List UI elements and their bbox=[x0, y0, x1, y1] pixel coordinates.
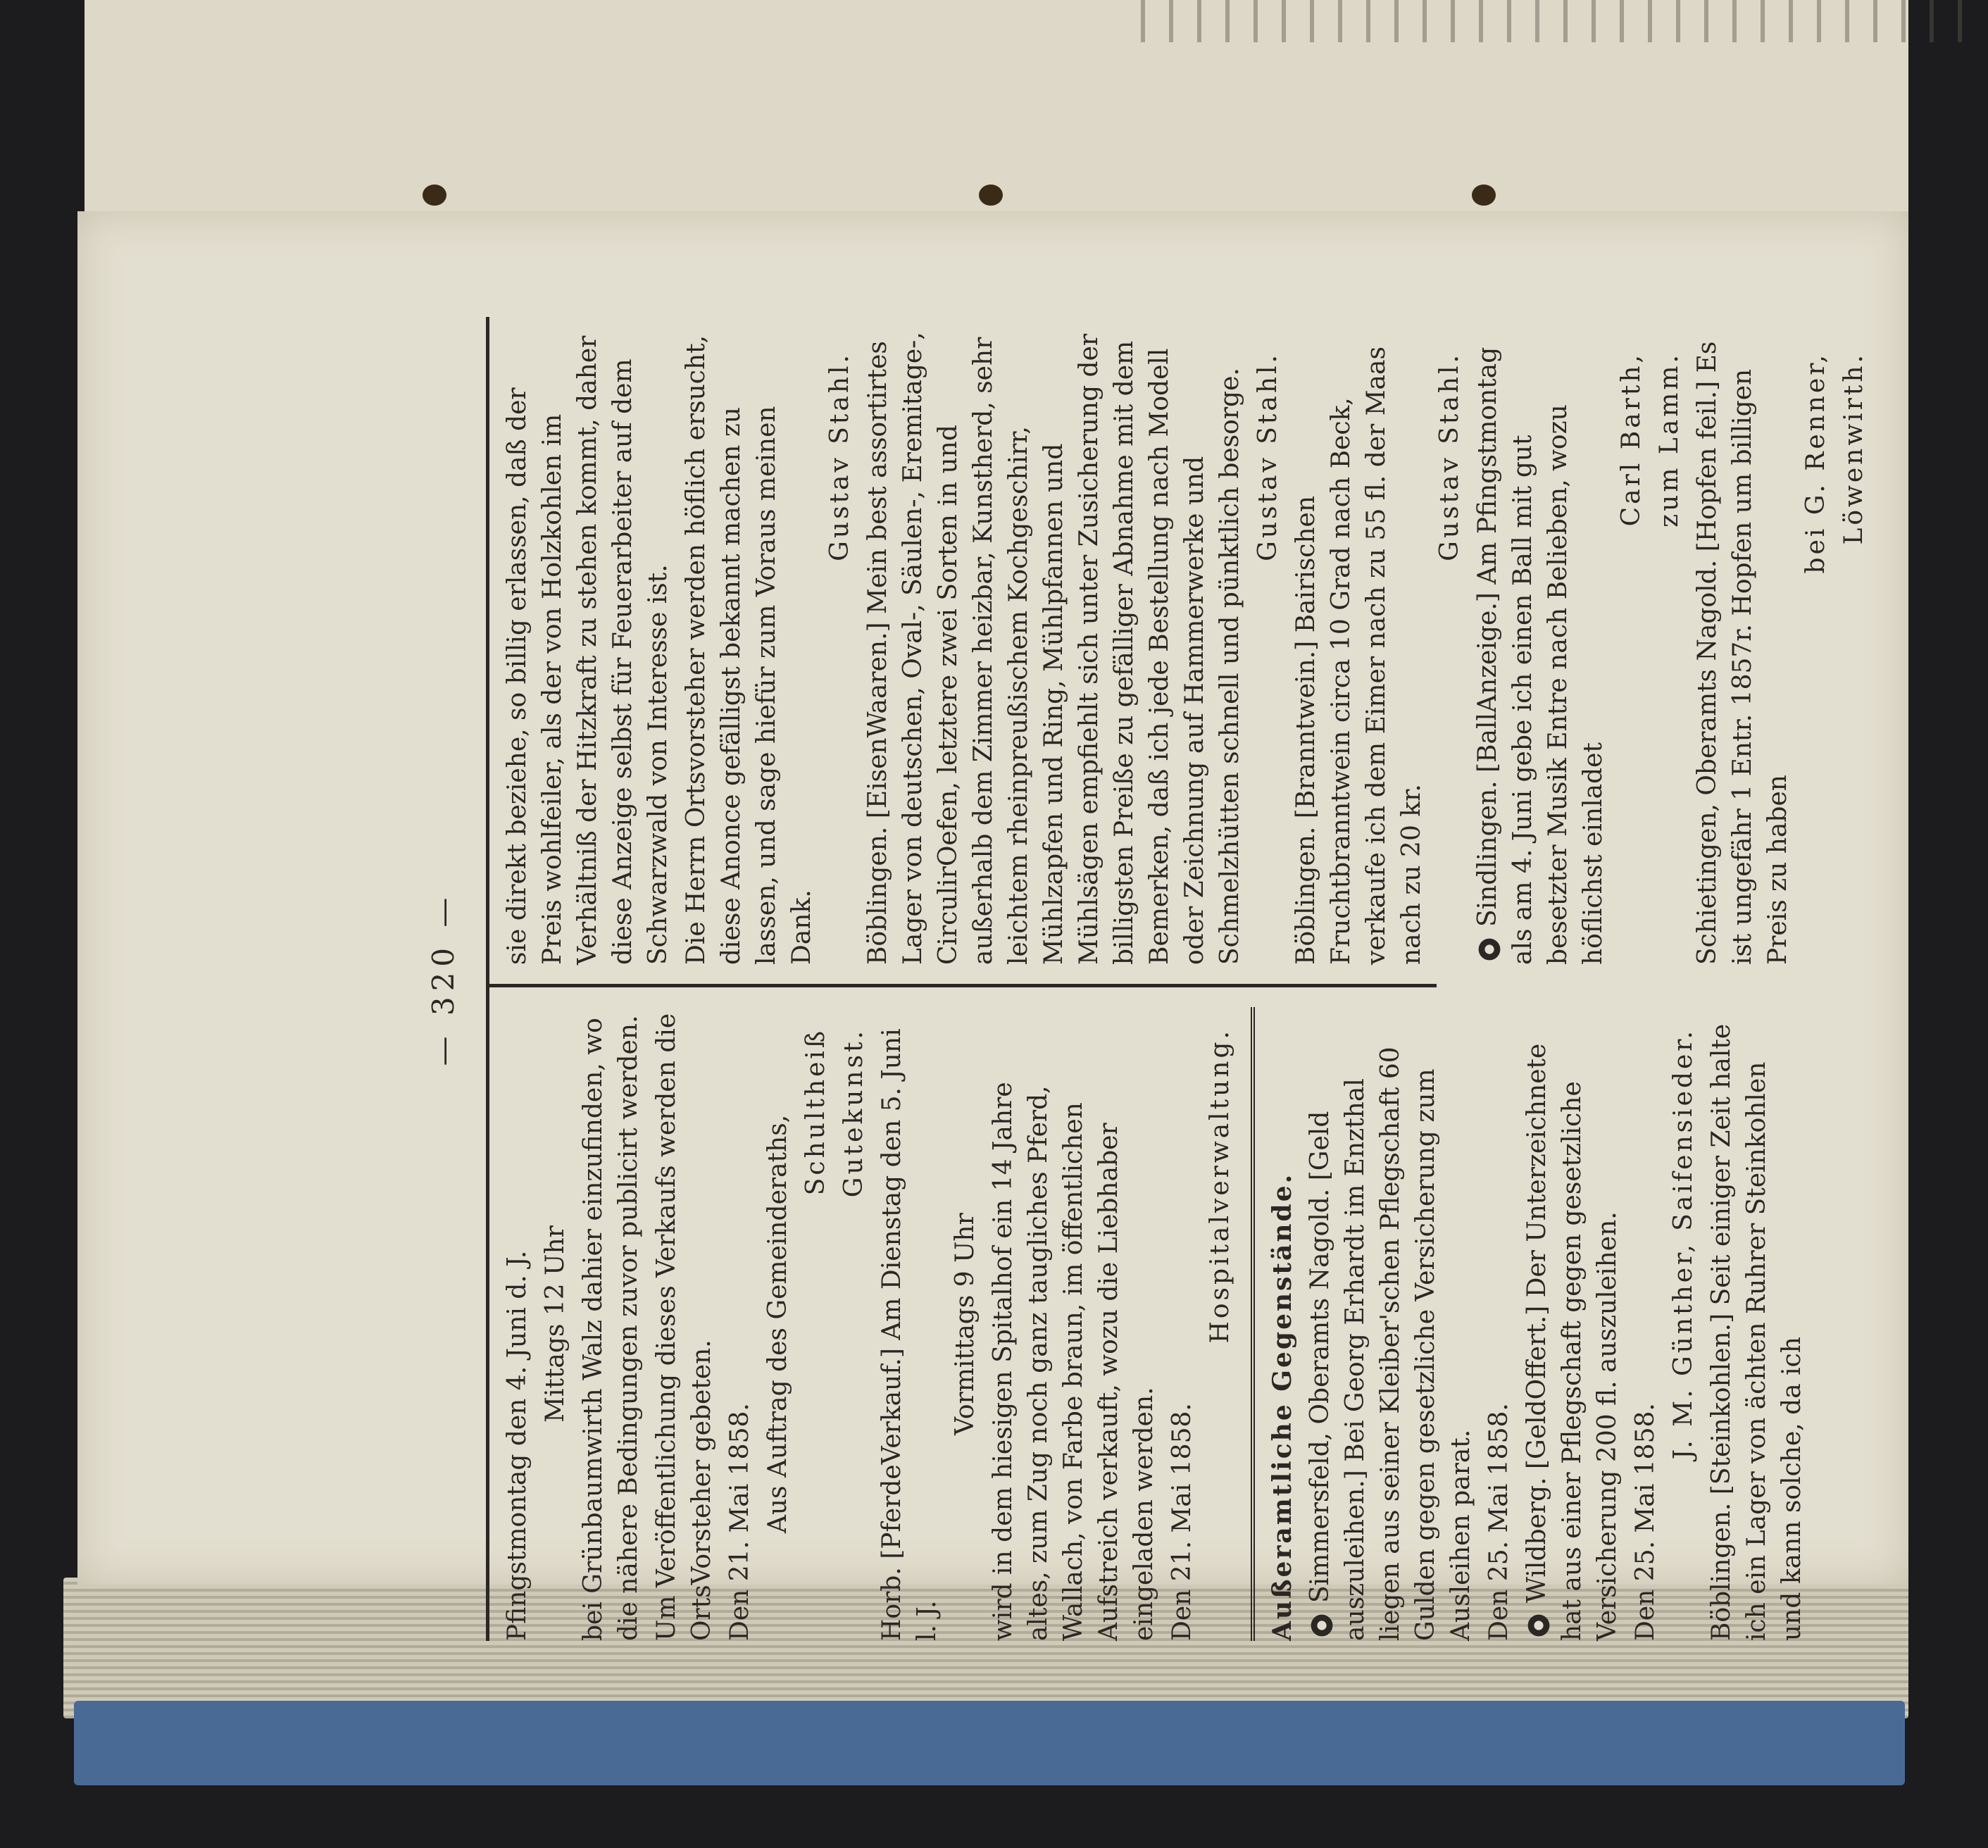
pointing-hand-icon bbox=[1523, 1610, 1554, 1641]
text-line bbox=[1614, 331, 1649, 965]
right-column bbox=[500, 331, 1875, 965]
text-content: Böblingen. [EisenWaaren.] Mein best assortirtes Lager von deutschen, Oval-, Säulen-, Eremitage-, CirculirOefen, letztere zwei Sorten in und außerhalb dem Zimmer heizbar, Kunstherd, sehr leichtem rheinpreußischem Kochgeschirr, Mühlzapfen und Ring, Mühlpfannen und Mühlsägen empfiehlt sich unter Zusicherung der billigsten Preiße zu gefälliger Abnahme mit dem Bemerken, daß ich jede Bestellung nach Modell oder Zeichnung auf Hammerwerke und Schmelzhütten schnell und pünktlich besorge. bbox=[863, 332, 1244, 965]
text-line bbox=[1251, 331, 1286, 965]
text-line bbox=[1203, 1007, 1238, 1641]
text-content: Böblingen. [Branntwein.] Bairischen Fruchtbranntwein circa 10 Grad nach Beck, verkaufe ich dem Eimer nach zu 55 fl. der Maas nach zu 20 kr. bbox=[1292, 346, 1426, 965]
text-line bbox=[1690, 331, 1796, 965]
text-line bbox=[500, 331, 676, 965]
text-content: Carl Barth, bbox=[1617, 352, 1646, 527]
book-cover bbox=[74, 1701, 1905, 1785]
text-line bbox=[861, 331, 1248, 965]
text-line bbox=[875, 1007, 945, 1641]
text-line bbox=[1165, 1007, 1200, 1641]
text-content: Simmersfeld, Oberamts Nagold. [Geld auszuleihen.] Bei Georg Erhardt im Enzthal liegen aus seiner Kleiber'schen Pflegschaft 60 Gulden gegen gesetzliche Versicherung zum Ausleihen parat. bbox=[1306, 1047, 1475, 1641]
text-content: Böblingen. [Steinkohlen.] Seit einiger Zeit halte ich ein Lager von ächten Ruhrer Steinkohlen und kann solche, da ich bbox=[1707, 1023, 1806, 1641]
text-content: Gustav Stahl. bbox=[1435, 352, 1464, 561]
header-rule bbox=[486, 317, 489, 1641]
text-content: Horb. [PferdeVerkauf.] Am Dienstag den 5. Juni l. J. bbox=[877, 1028, 942, 1641]
text-line bbox=[1520, 1007, 1625, 1641]
text-line bbox=[576, 1007, 646, 1641]
text-content: zum Lamm. bbox=[1655, 352, 1684, 527]
section-heading bbox=[1265, 1007, 1300, 1641]
left-column bbox=[500, 1007, 1813, 1641]
text-line bbox=[799, 1007, 834, 1641]
text-content: Die Herrn Ortsvorsteher werden höflich ersucht, diese Anonce gefälligst bekannt machen zu lassen, und sage hiefür zum Voraus meinen Dank. bbox=[682, 335, 816, 965]
text-content: Vormittags 9 Uhr bbox=[951, 1213, 980, 1435]
text-content: bei G. Renner, bbox=[1801, 352, 1830, 574]
text-line bbox=[649, 1007, 720, 1641]
text-content: Löwenwirth. bbox=[1839, 352, 1868, 545]
text-line bbox=[1289, 331, 1430, 965]
text-content: J. M. Günther, Saifensieder. bbox=[1669, 1028, 1698, 1460]
binding-hole bbox=[423, 185, 446, 206]
text-line bbox=[948, 1007, 983, 1641]
text-content: Den 25. Mai 1858. bbox=[1484, 1403, 1513, 1641]
text-line bbox=[1482, 1007, 1517, 1641]
text-line bbox=[538, 1007, 573, 1641]
text-content: Gutekunst. bbox=[839, 1028, 868, 1198]
text-line bbox=[1704, 1007, 1810, 1641]
text-content: Um Veröffentlichung dieses Verkaufs werden die OrtsVorsteher gebeten. bbox=[652, 1013, 716, 1641]
text-content: Hospitalverwaltung. bbox=[1206, 1028, 1234, 1344]
text-line bbox=[679, 331, 820, 965]
text-content: Schultheiß bbox=[801, 1028, 830, 1196]
text-content: Pfingstmontag den 4. Juni d. J. bbox=[503, 1250, 532, 1641]
text-line bbox=[986, 1007, 1162, 1641]
text-content: Außeramtliche Gegenstände. bbox=[1268, 1172, 1297, 1641]
text-line bbox=[723, 1007, 758, 1641]
text-line bbox=[823, 331, 858, 965]
text-line bbox=[1303, 1007, 1479, 1641]
text-content: Sindlingen. [BallAnzeige.] Am Pfingstmontag als am 4. Juni gebe ich einen Ball mit gut besetzter Musik Entre nach Belieben, wozu höflichst einladet bbox=[1473, 346, 1608, 965]
text-content: bei Grünbaumwirth Walz dahier einzufinden, wo die nähere Bedingungen zuvor publicirt werden. bbox=[579, 1015, 643, 1641]
pointing-hand-icon bbox=[1306, 1610, 1337, 1641]
text-line bbox=[1799, 331, 1834, 965]
back-page-text bbox=[1141, 0, 1986, 42]
text-content: Den 25. Mai 1858. bbox=[1631, 1403, 1660, 1641]
text-content: sie direkt beziehe, so billig erlassen, daß der Preis wohlfeiler, als der von Holzkohlen im Verhältniß der Hitzkraft zu stehen kommt, daher diese Anzeige selbst für Feuerarbeiter auf dem Schwarzwald von Interesse ist. bbox=[503, 335, 673, 965]
book-page bbox=[77, 211, 1908, 1641]
text-content: Wildberg. [GeldOffert.] Der Unterzeichnete hat aus einer Pflegschaft gegen gesetzliche Versicherung 200 fl. auszuleihen. bbox=[1523, 1043, 1622, 1641]
column-divider bbox=[486, 984, 1437, 987]
text-line bbox=[761, 1007, 796, 1641]
text-content: Schietingen, Oberamts Nagold. [Hopfen feil.] Es ist ungefähr 1 Entr. 1857r. Hopfen um billigen Preis zu haben bbox=[1693, 341, 1792, 965]
text-content: Den 21. Mai 1858. bbox=[725, 1403, 754, 1641]
text-content: Den 21. Mai 1858. bbox=[1168, 1403, 1196, 1641]
page-content bbox=[408, 317, 1868, 1641]
text-line bbox=[1432, 331, 1468, 965]
text-line bbox=[500, 1007, 535, 1641]
pointing-hand-icon bbox=[1474, 934, 1505, 965]
text-content: Aus Auftrag des Gemeinderaths, bbox=[763, 1114, 792, 1534]
section-rule bbox=[1251, 1007, 1255, 1641]
binding-hole bbox=[1472, 185, 1496, 206]
text-line bbox=[1652, 331, 1687, 965]
text-line bbox=[1628, 1007, 1663, 1641]
text-line bbox=[837, 1007, 872, 1641]
text-content: Gustav Stahl. bbox=[1254, 352, 1282, 561]
text-content: wird in dem hiesigen Spitalhof ein 14 Jahre altes, zum Zug noch ganz taugliches Pferd, Wallach, von Farbe braun, im öffentlichen Aufstreich verkauft, wozu die Liebhaber eingeladen werden. bbox=[989, 1082, 1158, 1641]
page-number: — 320 — bbox=[426, 892, 461, 1066]
text-line bbox=[1470, 331, 1611, 965]
text-line bbox=[1666, 1007, 1701, 1641]
text-content: Mittags 12 Uhr bbox=[541, 1225, 570, 1423]
text-line bbox=[1837, 331, 1872, 965]
binding-hole bbox=[979, 185, 1003, 206]
text-content: Gustav Stahl. bbox=[825, 352, 854, 561]
